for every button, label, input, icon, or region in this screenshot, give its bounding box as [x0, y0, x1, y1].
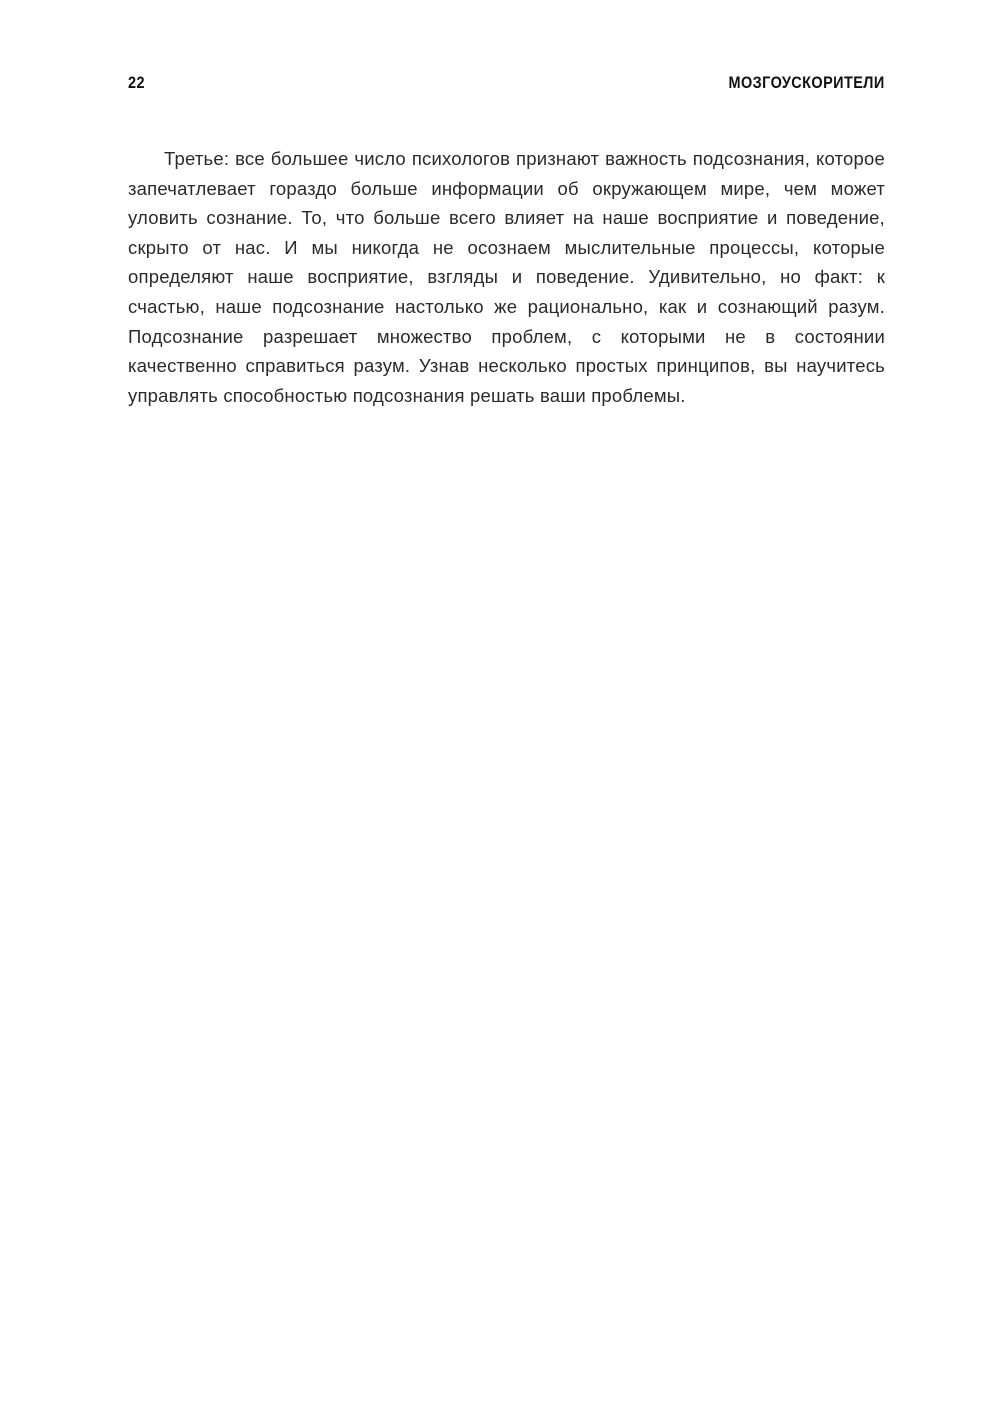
- running-header: [128, 70, 885, 96]
- page-number: 22: [128, 73, 145, 92]
- book-title: МОЗГОУСКОРИТЕЛИ: [728, 73, 885, 92]
- body-paragraph: Третье: все большее число психологов признают важность подсознания, которое запечатлевает гораздо больше информации об окружающем мире, чем может уловить сознание. То, что больше всего влияет на наше восприятие и поведение, скрыто от нас. И мы никогда не осознаем мыслительные процессы, которые определяют наше восприятие, взгляды и поведение. Удивительно, но факт: к счастью, наше подсознание настолько же рационально, как и сознающий разум. Подсознание разрешает множество проблем, с которыми не в состоянии качественно справиться разум. Узнав несколько простых принципов, вы научитесь управлять способностью подсознания решать ваши проблемы.: [128, 148, 885, 406]
